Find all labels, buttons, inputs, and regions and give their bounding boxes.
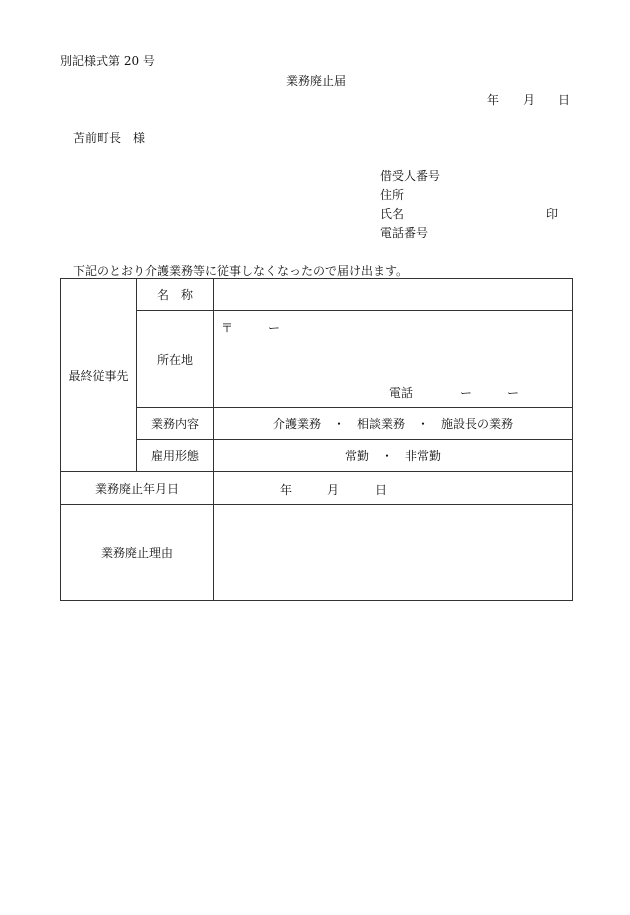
workplace-name-field[interactable] [214, 279, 572, 310]
end-date-label: 業務廃止年月日 [94, 481, 179, 496]
reason-field[interactable] [214, 505, 572, 600]
address-label: 住所 [380, 188, 405, 202]
workplace-phone-label: 電話 [389, 386, 414, 400]
form-title: 業務廃止届 [286, 74, 347, 88]
end-date-year: 年 [280, 483, 293, 497]
phone-number-label: 電話番号 [380, 226, 429, 240]
phone-dash: ー [507, 386, 520, 400]
end-date-month: 月 [327, 483, 340, 497]
intro-text: 下記のとおり介護業務等に従事しなくなったので届け出ます。 [73, 264, 409, 278]
postal-dash: ー [268, 321, 281, 335]
table-border-right [572, 278, 573, 601]
end-date-field[interactable] [214, 472, 572, 504]
duty-label: 業務内容 [150, 417, 199, 431]
workplace-name-label: 名 称 [156, 288, 193, 302]
employment-options[interactable]: 常勤 ・ 非常勤 [344, 449, 441, 463]
duty-options[interactable]: 介護業務 ・ 相談業務 ・ 施設長の業務 [272, 417, 513, 431]
end-date-day: 日 [375, 483, 388, 497]
table-border-bottom [60, 600, 573, 601]
seal-mark: 印 [546, 207, 559, 221]
form-number: 別記様式第 20 号 [60, 54, 155, 68]
location-label: 所在地 [156, 352, 193, 367]
postal-mark: 〒 [221, 321, 234, 335]
name-label: 氏名 [380, 207, 405, 221]
reason-label: 業務廃止理由 [100, 546, 173, 560]
date-month-label: 月 [523, 93, 536, 107]
date-year-label: 年 [487, 93, 500, 107]
addressee: 苫前町長 様 [73, 131, 146, 145]
employment-label: 雇用形態 [150, 449, 199, 463]
last-workplace-label: 最終従事先 [68, 368, 129, 383]
date-day-label: 日 [558, 93, 571, 107]
phone-dash: ー [460, 386, 473, 400]
borrower-number-label: 借受人番号 [380, 169, 441, 183]
